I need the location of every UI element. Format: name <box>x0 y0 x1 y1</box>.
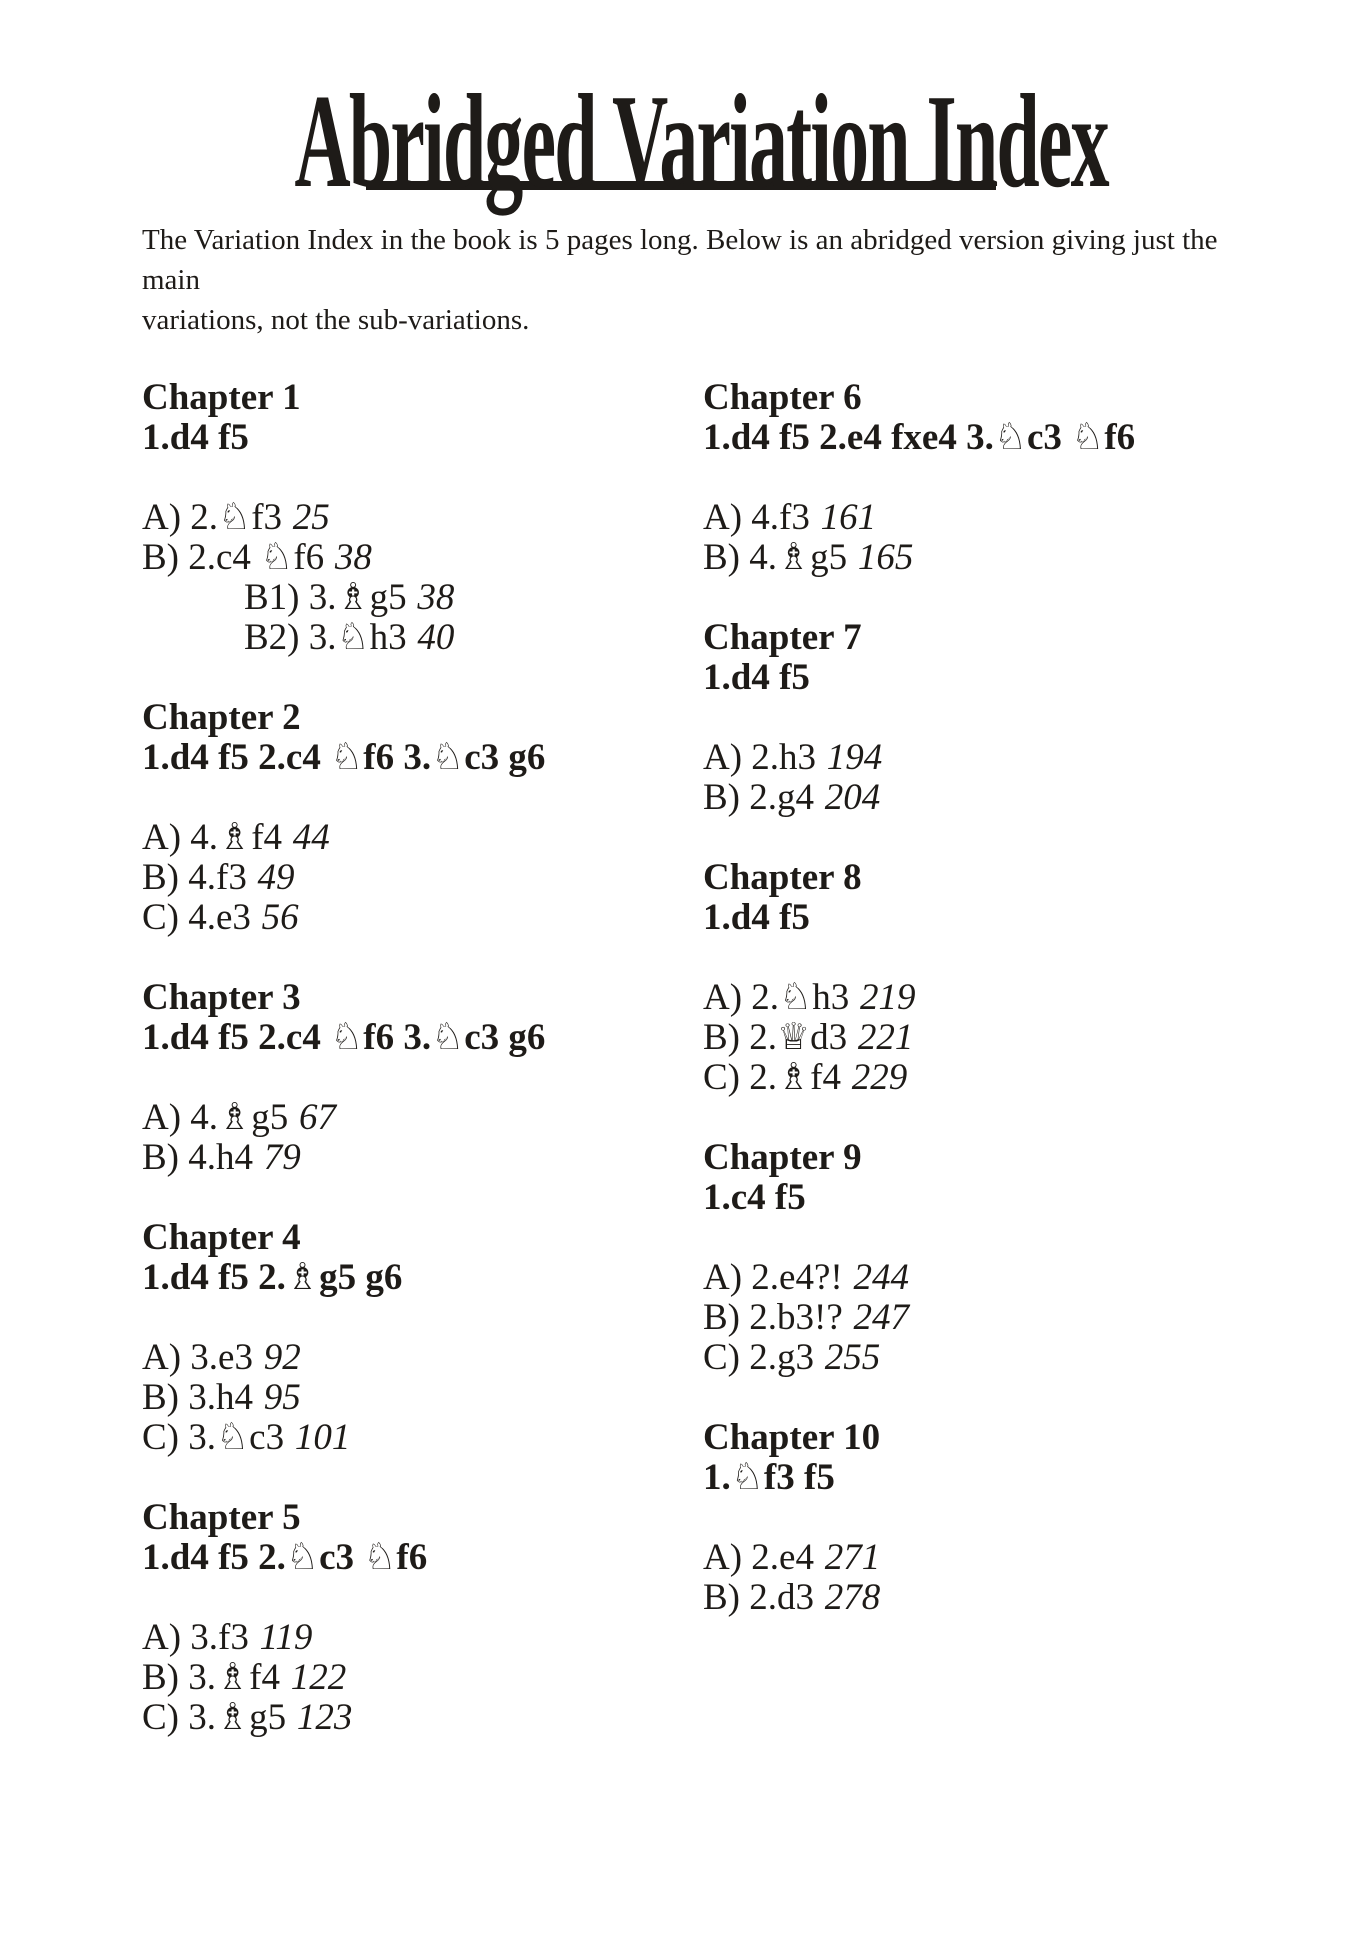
variation-line <box>142 1618 703 1658</box>
chapter-moves: 1.c4 f5 <box>703 1177 806 1218</box>
variation-line <box>142 818 703 858</box>
page-number: 123 <box>296 1697 353 1738</box>
page-number: 278 <box>824 1577 881 1618</box>
chapter-head <box>142 1498 703 1578</box>
chapter-head <box>142 698 703 778</box>
variation-move: A) 2.♘h3 <box>703 977 850 1018</box>
page-number: 122 <box>290 1657 347 1698</box>
variation-line <box>703 1298 1362 1338</box>
page-number: 40 <box>417 617 455 658</box>
variation-list <box>703 498 1362 578</box>
page-number: 221 <box>857 1017 914 1058</box>
variation-move: A) 2.♘f3 <box>142 497 283 538</box>
page-number: 67 <box>298 1097 336 1138</box>
column-right <box>703 378 1362 1738</box>
page-number: 44 <box>292 817 330 858</box>
page-number: 79 <box>263 1137 301 1178</box>
variation-line <box>703 538 1362 578</box>
chapter-head <box>703 378 1362 458</box>
chapter-block-7 <box>703 618 1362 818</box>
variation-list <box>142 1338 703 1458</box>
variation-line <box>703 1018 1362 1058</box>
chapter-moves: 1.d4 f5 <box>703 897 810 938</box>
variation-line <box>703 1538 1362 1578</box>
chapter-title: Chapter 1 <box>142 377 301 418</box>
variation-list <box>703 978 1362 1098</box>
variation-move: B) 4.♗g5 <box>703 537 848 578</box>
variation-move: B) 3.♗f4 <box>142 1657 280 1698</box>
chapter-block-10 <box>703 1418 1362 1618</box>
chapter-moves: 1.d4 f5 2.e4 fxe4 3.♘c3 ♘f6 <box>703 417 1136 458</box>
chapter-head <box>142 378 703 458</box>
page-number: 271 <box>824 1537 881 1578</box>
column-left <box>142 378 703 1738</box>
page-number: 161 <box>820 497 877 538</box>
chapter-title: Chapter 7 <box>703 617 862 658</box>
chapter-title: Chapter 4 <box>142 1217 301 1258</box>
index-columns <box>142 378 1362 1738</box>
page-number: 101 <box>294 1417 351 1458</box>
chapter-title: Chapter 3 <box>142 977 301 1018</box>
chapter-head <box>142 978 703 1058</box>
chapter-moves: 1.d4 f5 2.♗g5 g6 <box>142 1257 403 1298</box>
page-number: 49 <box>257 857 295 898</box>
variation-list <box>142 818 703 938</box>
intro-paragraph <box>142 220 1242 340</box>
variation-move: B) 4.h4 <box>142 1137 253 1178</box>
chapter-title: Chapter 8 <box>703 857 862 898</box>
chapter-moves: 1.d4 f5 2.c4 ♘f6 3.♘c3 g6 <box>142 1017 546 1058</box>
variation-line <box>142 898 703 938</box>
page-number: 38 <box>334 537 372 578</box>
variation-line <box>703 498 1362 538</box>
chapter-block-8 <box>703 858 1362 1098</box>
page-number: 38 <box>417 577 455 618</box>
chapter-title: Chapter 6 <box>703 377 862 418</box>
page-number: 119 <box>259 1617 313 1658</box>
variation-line <box>142 1658 703 1698</box>
variation-move: B2) 3.♘h3 <box>244 617 407 658</box>
variation-line <box>142 1418 703 1458</box>
variation-line <box>703 978 1362 1018</box>
chapter-head <box>703 618 1362 698</box>
page-number: 92 <box>263 1337 301 1378</box>
variation-move: A) 4.f3 <box>703 497 810 538</box>
variation-list <box>142 1098 703 1178</box>
intro-line-2: variations, not the sub-variations. <box>142 304 530 336</box>
variation-line <box>142 538 703 578</box>
variation-move: C) 3.♗g5 <box>142 1697 287 1738</box>
variation-list <box>703 1538 1362 1618</box>
variation-line <box>142 1338 703 1378</box>
variation-line <box>703 1578 1362 1618</box>
variation-move: C) 2.g3 <box>703 1337 814 1378</box>
chapter-moves: 1.♘f3 f5 <box>703 1457 835 1498</box>
chapter-moves: 1.d4 f5 <box>703 657 810 698</box>
chapter-block-6 <box>703 378 1362 578</box>
intro-line-1: The Variation Index in the book is 5 pages long. Below is an abridged version giving just the main <box>142 224 1218 296</box>
page-title-text: Abridged Variation Index <box>294 67 1108 215</box>
variation-move: A) 4.♗g5 <box>142 1097 289 1138</box>
page-number: 204 <box>824 777 881 818</box>
page-number: 229 <box>851 1057 908 1098</box>
chapter-block-2 <box>142 698 703 938</box>
page-number: 255 <box>824 1337 881 1378</box>
variation-list <box>142 1618 703 1738</box>
variation-line-sub <box>142 578 703 618</box>
chapter-moves: 1.d4 f5 2.c4 ♘f6 3.♘c3 g6 <box>142 737 546 778</box>
chapter-block-4 <box>142 1218 703 1458</box>
variation-move: B) 2.b3!? <box>703 1297 843 1338</box>
variation-line <box>703 738 1362 778</box>
chapter-title: Chapter 9 <box>703 1137 862 1178</box>
chapter-head <box>703 1138 1362 1218</box>
variation-line <box>703 778 1362 818</box>
page-title <box>0 0 1362 215</box>
chapter-title: Chapter 2 <box>142 697 301 738</box>
page-number: 244 <box>853 1257 909 1298</box>
variation-line <box>142 498 703 538</box>
variation-line <box>142 1698 703 1738</box>
variation-move: C) 4.e3 <box>142 897 251 938</box>
variation-move: B) 2.g4 <box>703 777 814 818</box>
chapter-block-5 <box>142 1498 703 1738</box>
variation-move: B1) 3.♗g5 <box>244 577 407 618</box>
variation-move: A) 2.e4?! <box>703 1257 843 1298</box>
variation-line <box>703 1058 1362 1098</box>
chapter-title: Chapter 5 <box>142 1497 301 1538</box>
variation-line <box>703 1338 1362 1378</box>
variation-line <box>142 1378 703 1418</box>
page-number: 25 <box>292 497 330 538</box>
variation-list <box>142 498 703 658</box>
variation-move: B) 2.d3 <box>703 1577 814 1618</box>
variation-move: B) 2.♕d3 <box>703 1017 848 1058</box>
variation-move: B) 4.f3 <box>142 857 247 898</box>
page-number: 247 <box>853 1297 909 1338</box>
variation-line <box>142 858 703 898</box>
chapter-block-9 <box>703 1138 1362 1378</box>
chapter-head <box>703 858 1362 938</box>
chapter-moves: 1.d4 f5 2.♘c3 ♘f6 <box>142 1537 428 1578</box>
variation-move: A) 2.h3 <box>703 737 817 778</box>
page-number: 219 <box>859 977 916 1018</box>
page-number: 56 <box>261 897 299 938</box>
variation-move: A) 4.♗f4 <box>142 817 283 858</box>
variation-move: B) 2.c4 ♘f6 <box>142 537 325 578</box>
variation-list <box>703 1258 1362 1378</box>
variation-line <box>703 1258 1362 1298</box>
variation-line-sub <box>142 618 703 658</box>
page-number: 194 <box>826 737 883 778</box>
chapter-block-1 <box>142 378 703 658</box>
page-number: 165 <box>857 537 914 578</box>
variation-line <box>142 1098 703 1138</box>
chapter-head <box>703 1418 1362 1498</box>
variation-move: C) 2.♗f4 <box>703 1057 841 1098</box>
variation-move: C) 3.♘c3 <box>142 1417 285 1458</box>
variation-move: A) 3.f3 <box>142 1617 249 1658</box>
chapter-moves: 1.d4 f5 <box>142 417 249 458</box>
variation-move: A) 2.e4 <box>703 1537 814 1578</box>
chapter-head <box>142 1218 703 1298</box>
variation-move: A) 3.e3 <box>142 1337 253 1378</box>
variation-line <box>142 1138 703 1178</box>
variation-move: B) 3.h4 <box>142 1377 253 1418</box>
chapter-title: Chapter 10 <box>703 1417 881 1458</box>
page-number: 95 <box>263 1377 301 1418</box>
chapter-block-3 <box>142 978 703 1178</box>
variation-list <box>703 738 1362 818</box>
